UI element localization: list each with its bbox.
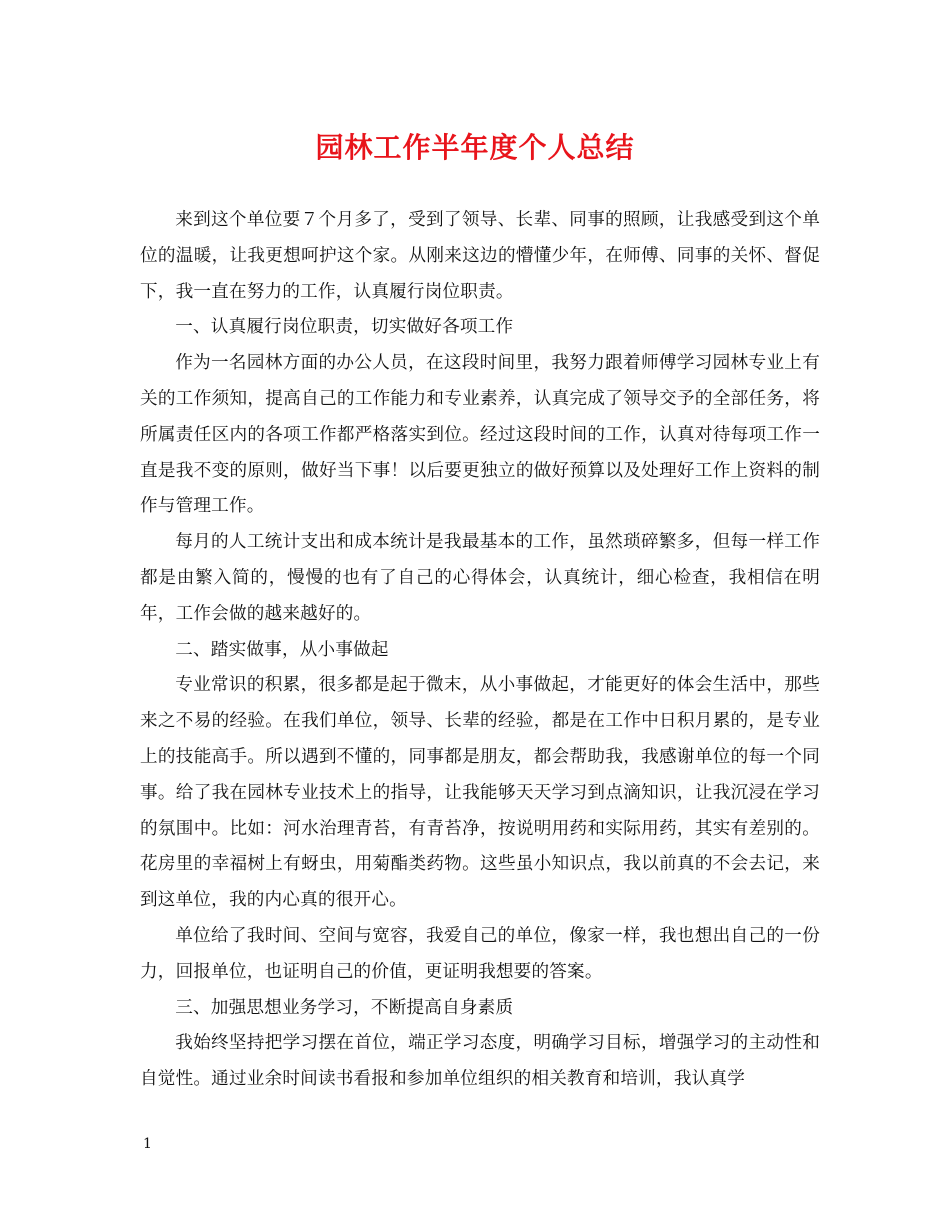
section-heading: 三、加强思想业务学习，不断提高自身素质	[175, 997, 514, 1018]
paragraph: 专业常识的积累，很多都是起于微末，从小事做起，才能更好的体会生活中，那些来之不易的经验。在我们单位，领导、长辈的经验，都是在工作中日积月累的，是专业上的技能高手。所以遇到不懂的，同事都是朋友，都会帮助我，我感谢单位的每一个同事。给了我在园林专业技术上的指导，让我能够天天学习到点滴知识，让我沉浸在学习的氛围中。比如：河水治理青苔，有青苔净，按说明用药和实际用药，其实有差别的。花房里的幸福树上有蚜虫，用菊酯类药物。这些虽小知识点，我以前真的不会去记，来到这单位，我的内心真的很开心。	[140, 675, 820, 911]
paragraph: 每月的人工统计支出和成本统计是我最基本的工作，虽然琐碎繁多，但每一样工作都是由繁入简的，慢慢的也有了自己的心得体会，认真统计，细心检查，我相信在明年，工作会做的越来越好的。	[140, 532, 820, 624]
page-number: 1	[143, 1136, 152, 1152]
paragraph: 单位给了我时间、空间与宽容，我爱自己的单位，像家一样，我也想出自己的一份力，回报单位，也证明自己的价值，更证明我想要的答案。	[140, 925, 820, 982]
paragraph: 作为一名园林方面的办公人员，在这段时间里，我努力跟着师傅学习园林专业上有关的工作须知，提高自己的工作能力和专业素养，认真完成了领导交予的全部任务，将所属责任区内的各项工作都严格落实到位。经过这段时间的工作，认真对待每项工作一直是我不变的原则，做好当下事！以后要更独立的做好预算以及处理好工作上资料的制作与管理工作。	[140, 353, 820, 517]
section-heading: 一、认真履行岗位职责，切实做好各项工作	[175, 317, 514, 338]
section-heading: 二、踏实做事，从小事做起	[175, 639, 389, 660]
document-body	[140, 203, 820, 1098]
paragraph: 我始终坚持把学习摆在首位，端正学习态度，明确学习目标，增强学习的主动性和自觉性。通过业余时间读书看报和参加单位组织的相关教育和培训，我认真学	[140, 1033, 820, 1090]
paragraph: 来到这个单位要７个月多了，受到了领导、长辈、同事的照顾，让我感受到这个单位的温暖，让我更想呵护这个家。从刚来这边的懵懂少年，在师傅、同事的关怀、督促下，我一直在努力的工作，认真履行岗位职责。	[140, 210, 820, 302]
document-title: 园林工作半年度个人总结	[315, 131, 635, 164]
